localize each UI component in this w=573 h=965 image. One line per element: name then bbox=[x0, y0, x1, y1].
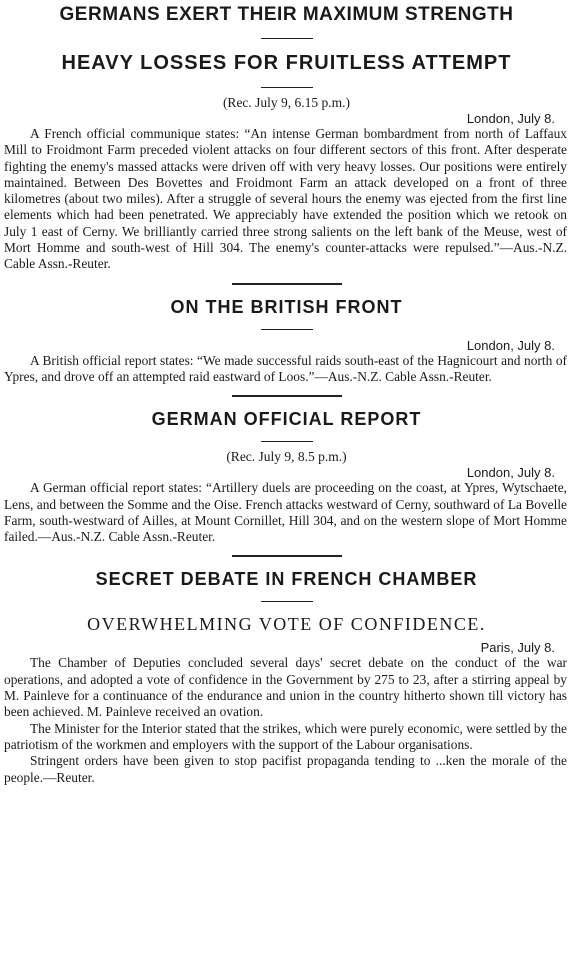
headline-germans-strength: GERMANS EXERT THEIR MAXIMUM STRENGTH bbox=[59, 4, 514, 25]
dateline: London, July 8. bbox=[466, 337, 555, 353]
section-divider bbox=[232, 283, 342, 285]
divider bbox=[261, 601, 313, 602]
divider bbox=[261, 38, 313, 39]
paragraph: The Minister for the Interior stated that the strikes, which were purely economic, were settled by the patriotism of the workmen and employers with the support of the Labour organisations. bbox=[4, 720, 567, 752]
divider bbox=[261, 329, 313, 330]
paragraph: A British official report states: “We made successful raids south-east of the Hagnicourt and north of Ypres, and drove off an attempted raid eastward of Loos.”—Aus.-N.Z. Cable Assn.-Reuter. bbox=[4, 352, 567, 384]
subhead-heavy-losses: HEAVY LOSSES FOR FRUITLESS ATTEMPT bbox=[61, 52, 512, 74]
dateline: Paris, July 8. bbox=[480, 640, 555, 656]
paragraph: Stringent orders have been given to stop pacifist propaganda tending to ...ken the morale of the people.—Reuter. bbox=[4, 753, 567, 785]
headline-german-official-report: GERMAN OFFICIAL REPORT bbox=[151, 409, 422, 430]
article-body bbox=[4, 353, 569, 386]
dateline: London, July 8. bbox=[466, 465, 555, 481]
subhead-vote-of-confidence: OVERWHELMING VOTE OF CONFIDENCE. bbox=[87, 614, 486, 635]
paragraph: The Chamber of Deputies concluded several days' secret debate on the conduct of the war operations, and adopted a vote of confidence in the Government by 275 to 23, after a stirring appeal by M. Painleve for a continuance of the endurance and union in the country hitherto shown till victory has been achieved. M. Painleve received an ovation. bbox=[4, 655, 567, 720]
paragraph: A German official report states: “Artillery duels are proceeding on the coast, at Ypres, Wytschaete, Lens, and between the Somme and the Oise. French attacks westward of Cerny, southward of La Bovelle Farm, south-westward of Ailles, at Mount Cornillet, Hill 304, and on the western slope of Mort Homme failed.—Aus.-N.Z. Cable Assn.-Reuter. bbox=[4, 480, 567, 545]
divider bbox=[261, 87, 313, 88]
dateline: London, July 8. bbox=[466, 111, 555, 126]
section-divider bbox=[232, 395, 342, 397]
article-body bbox=[4, 480, 569, 545]
headline-british-front: ON THE BRITISH FRONT bbox=[170, 296, 403, 317]
section-divider bbox=[232, 555, 342, 557]
divider bbox=[261, 441, 313, 442]
received-time: (Rec. July 9, 8.5 p.m.) bbox=[226, 449, 347, 465]
paragraph: A French official communique states: “An intense German bombardment from north of Laffaux Mill to Froidmont Farm preceded violent attacks on four different sectors of this front. After desperate fighting the enemy's massed attacks were driven off with very heavy losses. Our positions were entirely maintained. Between Des Bovettes and Froidmont Farm an attack developed on a front of three kilometres (about two miles). After a struggle of several hours the enemy was ejected from the first line elements which had been penetrated. We appreciably have extended the position which we retook on July 1 east of Cerny. We brilliantly carried three strong salients on the left bank of the Meuse, west of Mort Homme and south-west of Hill 304. The enemy's counter-attacks were repulsed.”—Aus.-N.Z. Cable Assn.-Reuter. bbox=[4, 126, 567, 272]
article-body bbox=[4, 126, 569, 273]
article-body bbox=[4, 655, 569, 785]
headline-secret-debate: SECRET DEBATE IN FRENCH CHAMBER bbox=[95, 569, 478, 590]
received-time: (Rec. July 9, 6.15 p.m.) bbox=[222, 95, 351, 110]
